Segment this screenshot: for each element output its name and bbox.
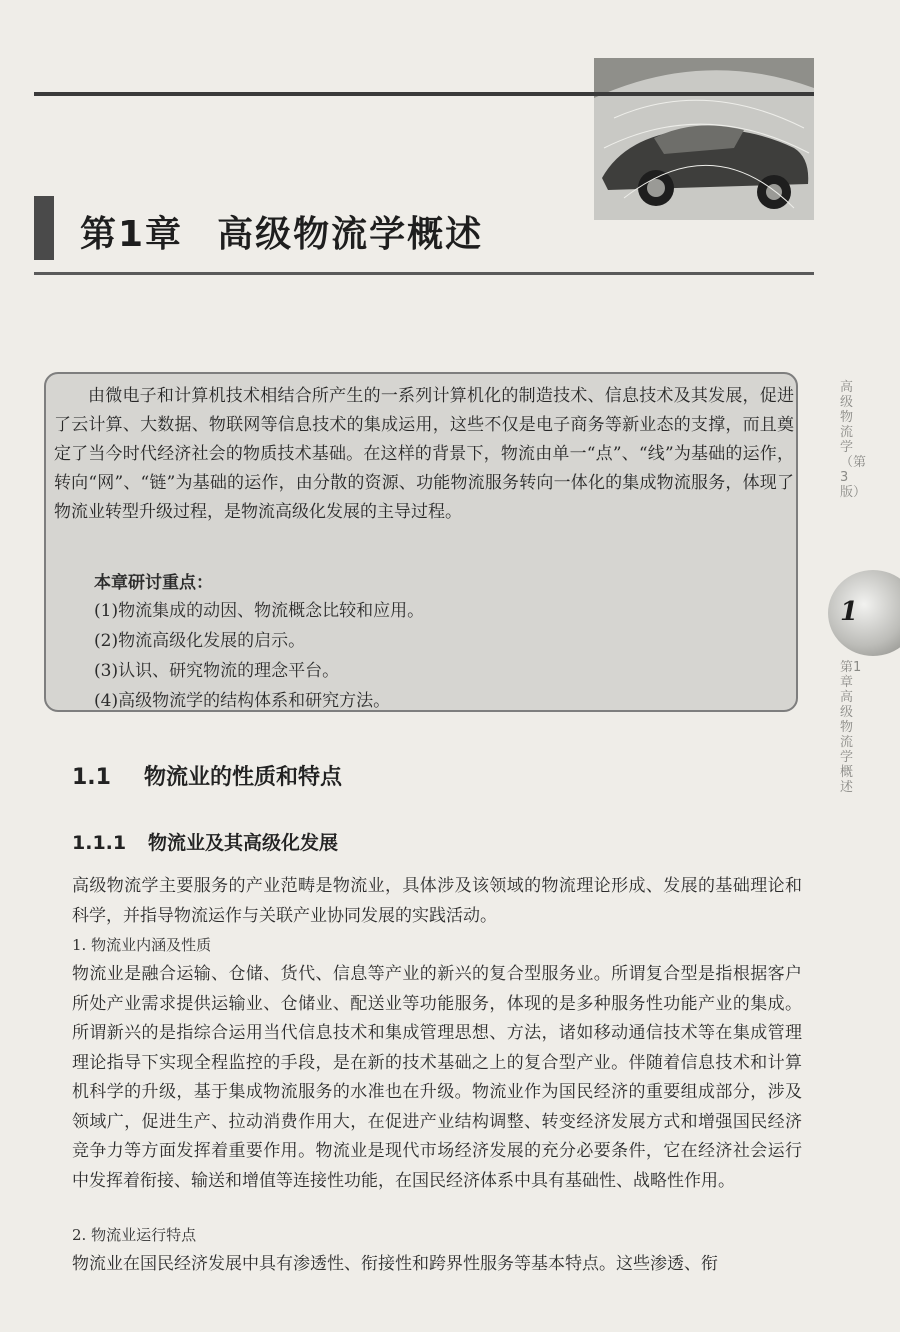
- key-point: (2)物流高级化发展的启示。: [94, 631, 306, 651]
- section-heading-1-1: [72, 760, 342, 791]
- page-number-sphere-icon: [828, 570, 900, 656]
- intro-paragraph: 由微电子和计算机技术相结合所产生的一系列计算机化的制造技术、信息技术及其发展，促进了云计算、大数据、物联网等信息技术的集成运用，这些不仅是电子商务等新业态的支撑，而且奠定了当今时代经济社会的物质技术基础。在这样的背景下，物流由单一“点”、“线”为基础的运作，转向“网”、“链”为基础的运作，由分散的资源、功能物流服务转向一体化的集成物流服务，体现了物流业转型升级过程，是物流高级化发展的主导过程。: [54, 386, 794, 522]
- car-illustration: [594, 58, 814, 220]
- header-rule-thin: [34, 272, 814, 275]
- key-points-list: [94, 596, 424, 716]
- chapter-marker-bar: [34, 196, 54, 260]
- body-text: 物流业是融合运输、仓储、货代、信息等产业的新兴的复合型服务业。所谓复合型是指根据客户所处产业需求提供运输业、仓储业、配送业等功能服务，体现的是多种服务性功能产业的集成。所谓新兴的是指综合运用当代信息技术和集成管理思想、方法，诸如移动通信技术等在集成管理理论指导下实现全程监控的手段，是在新的技术基础之上的复合型产业。伴随着信息技术和计算机科学的升级，基于集成物流服务的水准也在升级。物流业作为国民经济的重要组成部分，涉及领域广，促进生产、拉动消费作用大，在促进产业结构调整、转变经济发展方式和增强国民经济竞争力等方面发挥着重要作用。物流业是现代市场经济发展的充分必要条件，它在经济社会运行中发挥着衔接、输送和增值等连接性功能，在国民经济体系中具有基础性、战略性作用。: [72, 964, 802, 1191]
- running-head-chapter: 第1章 高级物流学概述: [840, 660, 862, 795]
- chapter-title: [80, 206, 483, 257]
- subsection-number: 1.1.1: [72, 832, 127, 854]
- chapter-number: 第1章: [80, 214, 184, 255]
- key-point: (3)认识、研究物流的理念平台。: [94, 661, 340, 681]
- subsection-title: 物流业及其高级化发展: [148, 832, 339, 854]
- body-text: 高级物流学主要服务的产业范畴是物流业，具体涉及该领域的物流理论形成、发展的基础理论和科学，并指导物流运作与关联产业协同发展的实践活动。: [72, 876, 802, 926]
- body-paragraph-3: [72, 1250, 802, 1280]
- page-number: 1: [840, 597, 859, 627]
- chapter-header-car-image: [594, 58, 814, 220]
- key-point: (1)物流集成的动因、物流概念比较和应用。: [94, 601, 425, 621]
- body-paragraph-2: [72, 960, 802, 1196]
- section-number: 1.1: [72, 765, 111, 790]
- body-paragraph-1: [72, 872, 802, 931]
- section-title: 物流业的性质和特点: [144, 765, 343, 790]
- key-points-heading: 本章研讨重点：: [94, 573, 213, 593]
- header-rule-thick: [34, 92, 814, 96]
- subheading-2: 2. 物流业运行特点: [72, 1226, 197, 1244]
- chapter-name: 高级物流学概述: [217, 214, 484, 255]
- body-text: 物流业在国民经济发展中具有渗透性、衔接性和跨界性服务等基本特点。这些渗透、衔: [72, 1254, 718, 1274]
- running-head-book-title: 高级物流学（第3版）: [840, 380, 867, 500]
- section-heading-1-1-1: [72, 828, 338, 855]
- key-point: (4)高级物流学的结构体系和研究方法。: [94, 691, 391, 711]
- subheading-1: 1. 物流业内涵及性质: [72, 936, 212, 954]
